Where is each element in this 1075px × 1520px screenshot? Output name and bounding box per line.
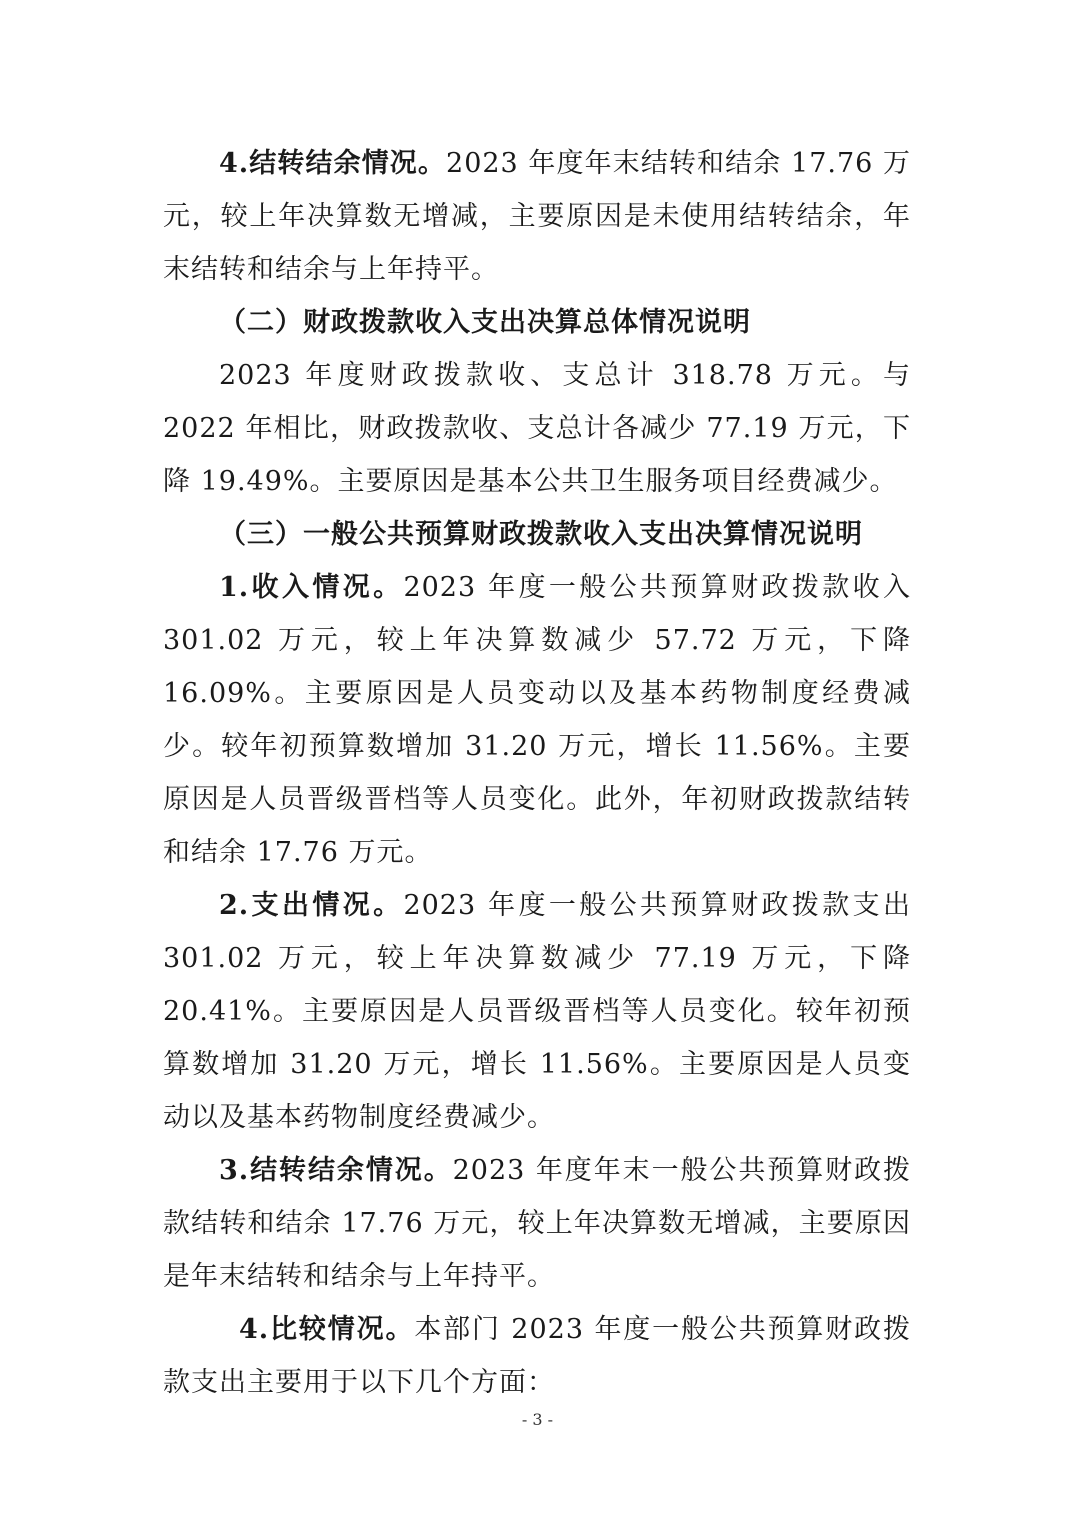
document-body (163, 137, 911, 1409)
page-number: - 3 - (521, 1410, 554, 1429)
paragraph-income (163, 561, 911, 879)
paragraph-carryover-balance (163, 137, 911, 296)
paragraph-lead: 2.支出情况。 (219, 890, 404, 921)
paragraph-lead: 4.结转结余情况。 (219, 148, 447, 179)
paragraph-lead: 3.结转结余情况。 (219, 1155, 453, 1186)
paragraph-lead: 4.比较情况。 (239, 1314, 415, 1345)
section-heading-3: （三）一般公共预算财政拨款收入支出决算情况说明 (219, 519, 863, 550)
paragraph-text: 2023 年度一般公共预算财政拨款支出 301.02 万元，较上年决算数减少 77.19 万元，下降 20.41%。主要原因是人员晋级晋档等人员变化。较年初预算数增加 31.20 万元，增长 11.56%。主要原因是人员变动以及基本药物制度经费减少。 (163, 890, 912, 1133)
paragraph-text: 2023 年度一般公共预算财政拨款收入 301.02 万元，较上年决算数减少 57.72 万元，下降 16.09%。主要原因是人员变动以及基本药物制度经费减少。较年初预算数增加 31.20 万元，增长 11.56%。主要原因是人员晋级晋档等人员变化。此外，年初财政拨款结转和结余 17.76 万元。 (163, 572, 912, 868)
paragraph-lead: 1.收入情况。 (219, 572, 404, 603)
paragraph-text: 本部门 2023 年度一般公共预算财政拨款支出主要用于以下几个方面： (163, 1314, 911, 1398)
section-heading-2: （二）财政拨款收入支出决算总体情况说明 (219, 307, 751, 338)
paragraph-general-carryover (163, 1144, 911, 1303)
paragraph-comparison (163, 1303, 911, 1409)
paragraph-text: 2023 年度财政拨款收、支总计 318.78 万元。与 2022 年相比，财政拨款收、支总计各减少 77.19 万元，下降 19.49%。主要原因是基本公共卫生服务项目经费减少。 (163, 360, 911, 497)
paragraph-text: 2023 年度年末一般公共预算财政拨款结转和结余 17.76 万元，较上年决算数无增减，主要原因是年末结转和结余与上年持平。 (163, 1155, 912, 1292)
paragraph-expenditure (163, 879, 911, 1144)
paragraph-fiscal-overview (163, 349, 911, 508)
paragraph-text: 2023 年度年末结转和结余 17.76 万元，较上年决算数无增减，主要原因是未使用结转结余，年末结转和结余与上年持平。 (163, 148, 911, 285)
